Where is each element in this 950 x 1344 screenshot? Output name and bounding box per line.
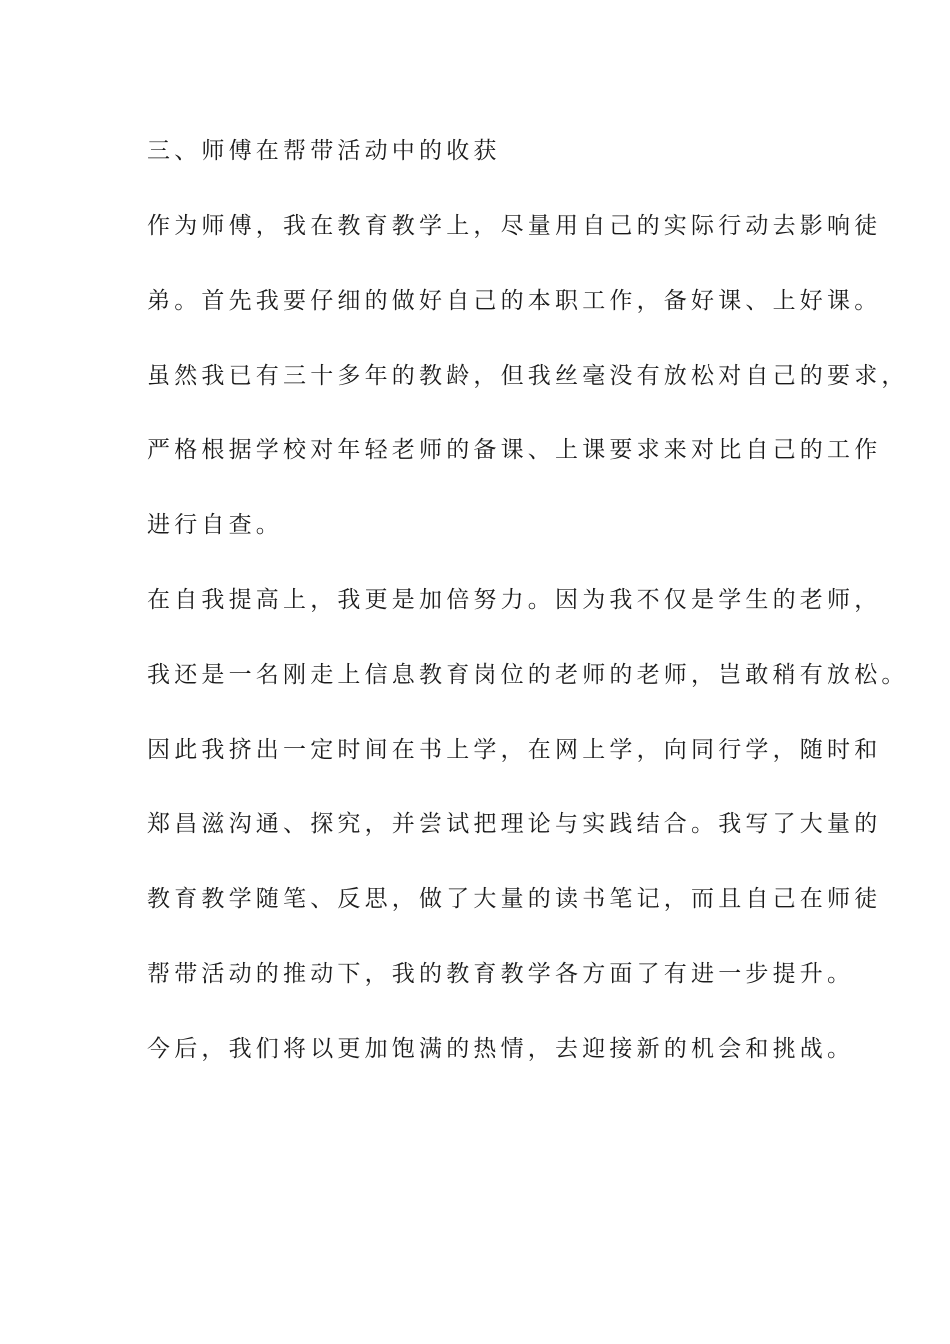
paragraph-line: 郑昌滋沟通、探究，并尝试把理论与实践结合。我写了大量的	[147, 811, 882, 837]
paragraph-line: 进行自查。	[147, 512, 283, 538]
paragraph-line: 虽然我已有三十多年的教龄，但我丝毫没有放松对自己的要求，	[147, 363, 909, 389]
paragraph-line: 因此我挤出一定时间在书上学，在网上学，向同行学，随时和	[147, 737, 882, 763]
paragraph-line: 弟。首先我要仔细的做好自己的本职工作，备好课、上好课。	[147, 288, 882, 314]
paragraph-line: 帮带活动的推动下，我的教育教学各方面了有进一步提升。	[147, 961, 855, 987]
paragraph-line: 严格根据学校对年轻老师的备课、上课要求来对比自己的工作	[147, 437, 882, 463]
section-heading: 三、师傅在帮带活动中的收获	[147, 138, 501, 164]
paragraph-line: 今后，我们将以更加饱满的热情，去迎接新的机会和挑战。	[147, 1036, 855, 1062]
paragraph-line: 作为师傅，我在教育教学上，尽量用自己的实际行动去影响徒	[147, 213, 882, 239]
paragraph-line: 教育教学随笔、反思，做了大量的读书笔记，而且自己在师徒	[147, 886, 882, 912]
paragraph-line: 在自我提高上，我更是加倍努力。因为我不仅是学生的老师，	[147, 587, 882, 613]
paragraph-line: 我还是一名刚走上信息教育岗位的老师的老师，岂敢稍有放松。	[147, 662, 909, 688]
